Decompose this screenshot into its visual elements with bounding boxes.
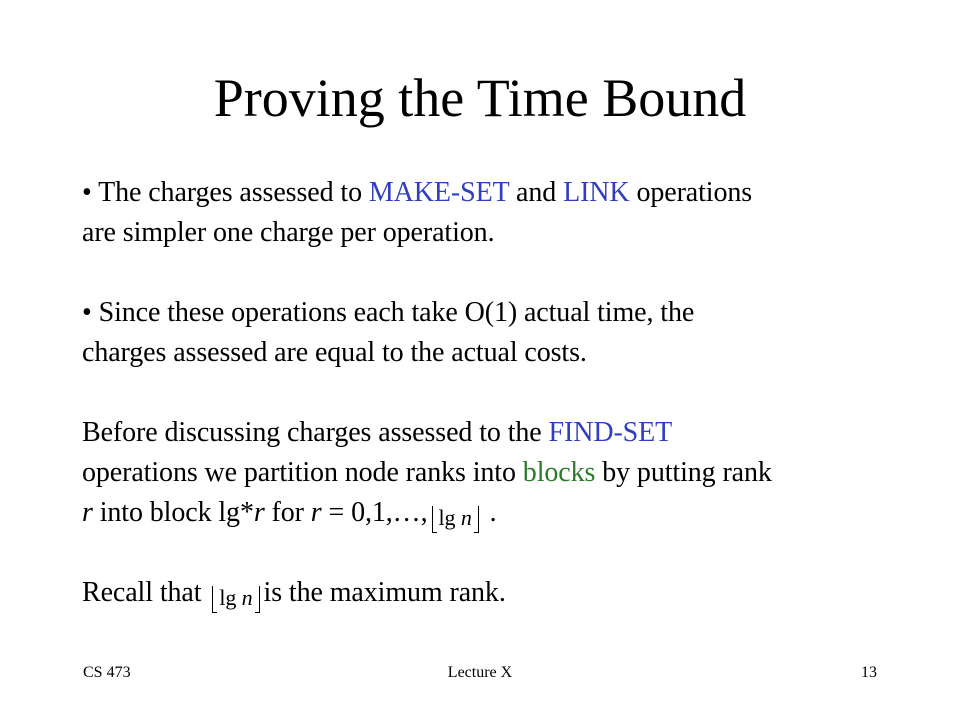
math-lg: lg bbox=[219, 585, 237, 610]
math-n: n bbox=[460, 505, 472, 530]
para-2-line-1 bbox=[82, 573, 902, 613]
var-r: r bbox=[253, 497, 265, 528]
spacer bbox=[82, 373, 902, 413]
slide-body bbox=[82, 173, 902, 613]
footer-page-number: 13 bbox=[861, 664, 877, 681]
para-1-l3-text: = 0,1,…, bbox=[321, 497, 428, 528]
para-1-l3-end: . bbox=[482, 497, 497, 528]
var-r: r bbox=[310, 497, 322, 528]
para-1-line-1 bbox=[82, 413, 902, 453]
floor-lg-n-formula bbox=[432, 505, 479, 533]
para-1-l3-text: into block lg* bbox=[92, 497, 254, 528]
bullet-1-prefix: • The charges assessed to bbox=[82, 177, 369, 208]
spacer bbox=[82, 253, 902, 293]
para-1-line-2 bbox=[82, 453, 902, 493]
math-lg: lg bbox=[438, 505, 456, 530]
bullet-2-line-1: • Since these operations each take O(1) actual time, the bbox=[82, 297, 695, 328]
para-2-prefix: Recall that bbox=[82, 577, 209, 608]
para-2-suffix: is the maximum rank. bbox=[263, 577, 506, 608]
spacer bbox=[82, 533, 902, 573]
floor-lg-n-formula bbox=[212, 585, 259, 613]
para-1-l2-prefix: operations we partition node ranks into bbox=[82, 457, 523, 488]
keyword-find-set: FIND-SET bbox=[548, 417, 673, 448]
bullet-1-line-1 bbox=[82, 173, 902, 213]
keyword-make-set: MAKE-SET bbox=[368, 177, 510, 208]
para-1-line-3 bbox=[82, 493, 902, 533]
keyword-link: LINK bbox=[563, 177, 630, 208]
slide-title: Proving the Time Bound bbox=[213, 68, 747, 128]
math-n: n bbox=[241, 585, 253, 610]
para-1-l3-text: for bbox=[264, 497, 311, 528]
para-1-l2-suffix: by putting rank bbox=[595, 457, 772, 488]
footer-course: CS 473 bbox=[83, 664, 131, 681]
bullet-1-and: and bbox=[509, 177, 564, 208]
footer-lecture: Lecture X bbox=[447, 664, 513, 681]
keyword-blocks: blocks bbox=[522, 457, 596, 488]
bullet-2-line-2: charges assessed are equal to the actual costs. bbox=[82, 337, 587, 368]
bullet-1-suffix: operations bbox=[629, 177, 753, 208]
var-r: r bbox=[82, 497, 93, 528]
para-1-l1-prefix: Before discussing charges assessed to the bbox=[82, 417, 549, 448]
bullet-1-line-2: are simpler one charge per operation. bbox=[82, 217, 495, 248]
